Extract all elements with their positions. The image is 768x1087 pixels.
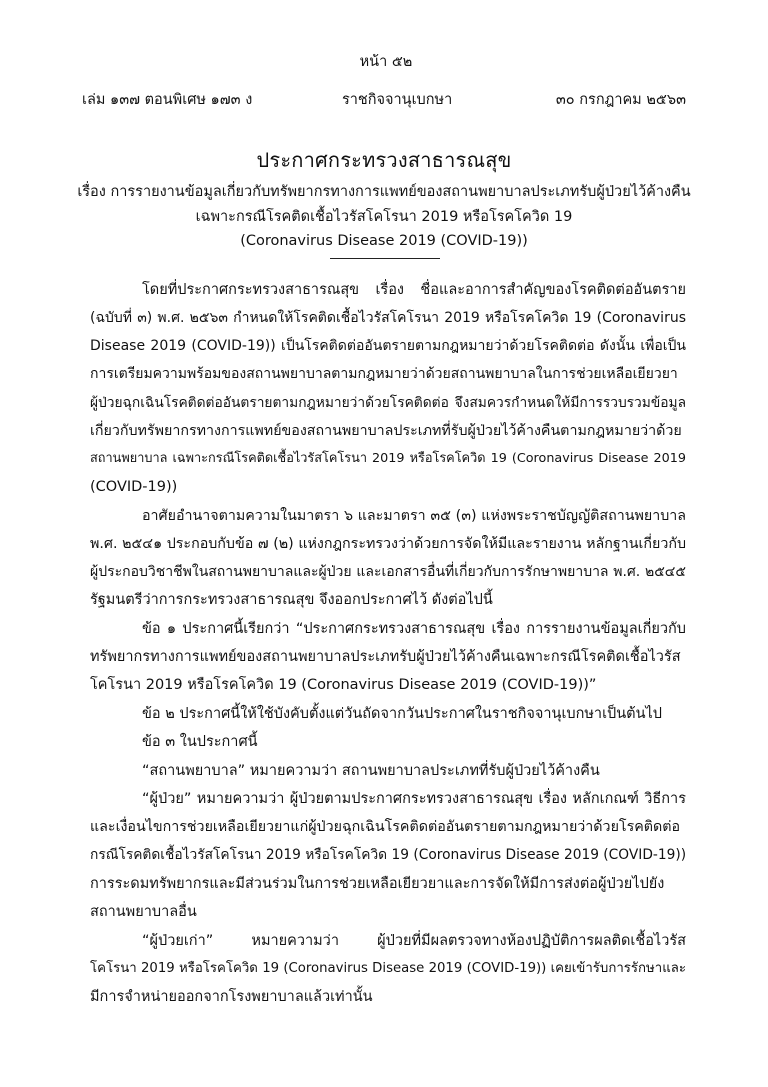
body-line: ทรัพยากรทางการแพทย์ของสถานพยาบาลประเภทรับผู้ป่วยไว้ค้างคืนเฉพาะกรณีโรคติดเชื้อไวรัส: [90, 649, 681, 665]
clause-3: ข้อ ๓ ในประกาศนี้: [142, 734, 258, 750]
body-line: เกี่ยวกับทรัพยากรทางการแพทย์ของสถานพยาบาลประเภทที่รับผู้ป่วยไว้ค้างคืนตามกฎหมายว่าด้วย: [90, 423, 682, 439]
body-line: และเงื่อนไขการช่วยเหลือเยียวยาแก่ผู้ป่วยฉุกเฉินโรคติดต่ออันตรายตามกฎหมายว่าด้วยโรคติดต่อ: [90, 819, 681, 835]
definition-patient: “ผู้ป่วย” หมายความว่า ผู้ป่วยตามประกาศกระทรวงสาธารณสุข เรื่อง หลักเกณฑ์ วิธีการ: [142, 791, 686, 807]
publication-name: ราชกิจจานุเบกษา: [342, 92, 453, 108]
title-divider: [330, 258, 440, 259]
page-number: หน้า ๕๒: [359, 54, 413, 70]
body-line: อาศัยอำนาจตามความในมาตรา ๖ และมาตรา ๓๕ (๓) แห่งพระราชบัญญัติสถานพยาบาล: [142, 508, 686, 524]
body-line: สถานพยาบาลอื่น: [90, 904, 197, 920]
body-line: การระดมทรัพยากรและมีส่วนร่วมในการช่วยเหลือเยียวยาและการจัดให้มีการส่งต่อผู้ป่วยไปยัง: [90, 876, 665, 892]
body-line: การเตรียมความพร้อมของสถานพยาบาลตามกฎหมายว่าด้วยสถานพยาบาลในการช่วยเหลือเยียวยา: [90, 366, 678, 382]
body-line: มีการจำหน่ายออกจากโรงพยาบาลแล้วเท่านั้น: [90, 989, 373, 1005]
definition-hospital: “สถานพยาบาล” หมายความว่า สถานพยาบาลประเภทที่รับผู้ป่วยไว้ค้างคืน: [142, 763, 600, 779]
body-line: ผู้ป่วยฉุกเฉินโรคติดต่ออันตรายตามกฎหมายว่าด้วยโรคติดต่อ จึงสมควรกำหนดให้มีการรวบรวมข้อมูล: [90, 395, 686, 411]
body-line: พ.ศ. ๒๕๔๑ ประกอบกับข้อ ๗ (๒) แห่งกฎกระทรวงว่าด้วยการจัดให้มีและรายงาน หลักฐานเกี่ยวกับ: [90, 536, 686, 552]
volume-info: เล่ม ๑๓๗ ตอนพิเศษ ๑๗๓ ง: [82, 92, 253, 108]
definition-former-patient: “ผู้ป่วยเก่า” หมายความว่า ผู้ป่วยที่มีผลตรวจทางห้องปฏิบัติการผลติดเชื้อไวรัส: [142, 933, 686, 949]
body-line: ผู้ประกอบวิชาชีพในสถานพยาบาลและผู้ป่วย และเอกสารอื่นที่เกี่ยวกับการรักษาพยาบาล พ.ศ. ๒๕๔๕: [90, 564, 686, 580]
body-line: โคโรนา 2019 หรือโรคโควิด 19 (Coronavirus Disease 2019 (COVID-19))”: [90, 677, 597, 693]
body-line: สถานพยาบาล เฉพาะกรณีโรคติดเชื้อไวรัสโคโรนา 2019 หรือโรคโควิด 19 (Coronavirus Disease 2019: [90, 451, 686, 466]
body-line: กรณีโรคติดเชื้อไวรัสโคโรนา 2019 หรือโรคโควิด 19 (Coronavirus Disease 2019 (COVID-19)): [90, 847, 687, 863]
clause-1: ข้อ ๑ ประกาศนี้เรียกว่า “ประกาศกระทรวงสาธารณสุข เรื่อง การรายงานข้อมูลเกี่ยวกับ: [142, 621, 686, 637]
body-line: โดยที่ประกาศกระทรวงสาธารณสุข เรื่อง ชื่อและอาการสำคัญของโรคติดต่ออันตราย: [142, 282, 686, 298]
gazette-header: [82, 88, 686, 108]
announcement-subject: [60, 180, 708, 254]
body-line: รัฐมนตรีว่าการกระทรวงสาธารณสุข จึงออกประกาศไว้ ดังต่อไปนี้: [90, 592, 493, 608]
body-line: (COVID-19)): [90, 479, 178, 495]
body-line: Disease 2019 (COVID-19)) เป็นโรคติดต่ออันตรายตามกฎหมายว่าด้วยโรคติดต่อ ดังนั้น เพื่อเป็น: [90, 338, 686, 354]
subject-line: เรื่อง การรายงานข้อมูลเกี่ยวกับทรัพยากรทางการแพทย์ของสถานพยาบาลประเภทรับผู้ป่วยไว้ค้างคืน: [77, 184, 691, 200]
publication-date: ๓๐ กรกฎาคม ๒๕๖๓: [555, 92, 686, 108]
body-line: โคโรนา 2019 หรือโรคโควิด 19 (Coronavirus Disease 2019 (COVID-19)) เคยเข้ารับการรักษาและ: [90, 961, 686, 976]
clause-2: ข้อ ๒ ประกาศนี้ให้ใช้บังคับตั้งแต่วันถัดจากวันประกาศในราชกิจจานุเบกษาเป็นต้นไป: [142, 706, 662, 722]
subject-line: (Coronavirus Disease 2019 (COVID-19)): [240, 233, 528, 249]
announcement-title: ประกาศกระทรวงสาธารณสุข: [256, 148, 512, 172]
body-line: (ฉบับที่ ๓) พ.ศ. ๒๕๖๓ กำหนดให้โรคติดเชื้อไวรัสโคโรนา 2019 หรือโรคโควิด 19 (Coronavirus: [90, 310, 686, 326]
subject-line: เฉพาะกรณีโรคติดเชื้อไวรัสโคโรนา 2019 หรือโรคโควิด 19: [195, 208, 573, 225]
